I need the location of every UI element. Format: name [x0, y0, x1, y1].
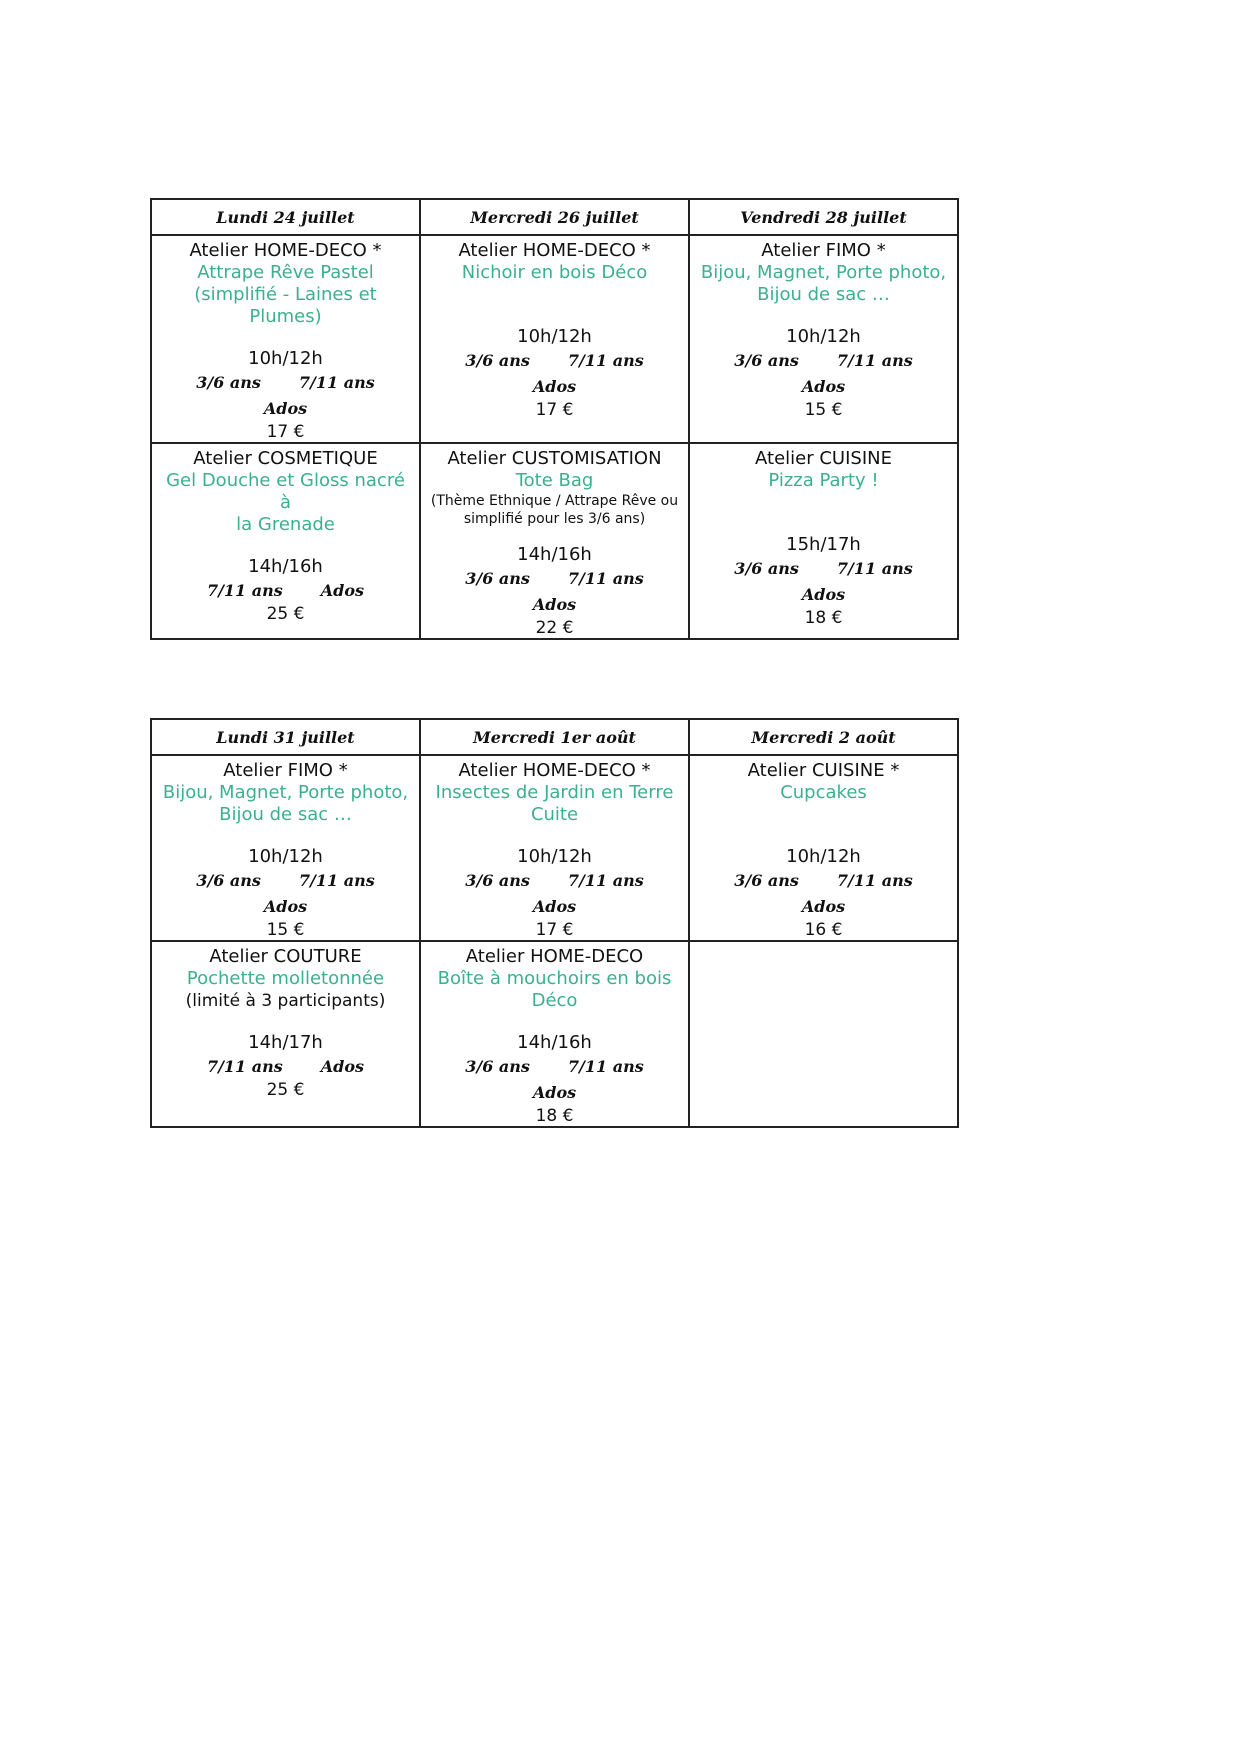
- age-group: 3/6 ans: [734, 559, 799, 578]
- age-group: 7/11 ans: [836, 559, 913, 578]
- age-group: 3/6 ans: [465, 871, 530, 890]
- workshop-description: Bijou de sac …: [757, 284, 890, 305]
- day-header-row: [151, 719, 958, 755]
- workshop-time: 10h/12h: [786, 846, 861, 867]
- day-header: Lundi 31 juillet: [151, 719, 420, 755]
- age-group: 7/11 ans: [836, 351, 913, 370]
- workshop-description: Bijou de sac …: [219, 804, 352, 825]
- workshop-description: (simplifié - Laines et Plumes): [194, 284, 377, 327]
- age-group: Ados: [532, 897, 577, 916]
- schedule-table-week-1: [150, 198, 959, 640]
- age-groups: [427, 1054, 682, 1080]
- workshop-time: 10h/12h: [248, 348, 323, 369]
- workshop-time: 10h/12h: [786, 326, 861, 347]
- workshop-description: la Grenade: [236, 514, 335, 535]
- age-group: 3/6 ans: [196, 373, 261, 392]
- workshop-description: Bijou, Magnet, Porte photo,: [162, 782, 409, 803]
- age-group: 7/11 ans: [567, 351, 644, 370]
- workshop-price: 17 €: [535, 400, 574, 420]
- workshop-title: Atelier CUISINE *: [747, 760, 900, 781]
- workshop-time: 10h/12h: [248, 846, 323, 867]
- workshop-price: 15 €: [804, 400, 843, 420]
- age-group: 3/6 ans: [196, 871, 261, 890]
- age-groups: [427, 566, 682, 592]
- age-group: Ados: [801, 377, 846, 396]
- age-group: 3/6 ans: [734, 351, 799, 370]
- age-group: Ados: [801, 897, 846, 916]
- workshop-price: 16 €: [804, 920, 843, 940]
- age-group: Ados: [532, 377, 577, 396]
- afternoon-row: [151, 941, 958, 1127]
- age-group: Ados: [263, 399, 308, 418]
- age-group: 7/11 ans: [298, 871, 375, 890]
- workshop-cell: [151, 941, 420, 1127]
- workshop-description: Pizza Party !: [768, 470, 879, 491]
- day-header: Mercredi 2 août: [689, 719, 958, 755]
- morning-row: [151, 755, 958, 941]
- age-groups: [158, 868, 413, 894]
- day-header-row: [151, 199, 958, 235]
- age-group: Ados: [263, 897, 308, 916]
- age-group: 7/11 ans: [567, 1057, 644, 1076]
- workshop-title: Atelier HOME-DECO *: [458, 240, 651, 261]
- workshop-time: 10h/12h: [517, 326, 592, 347]
- age-group: 7/11 ans: [836, 871, 913, 890]
- workshop-time: 14h/16h: [517, 544, 592, 565]
- workshop-time: 14h/16h: [248, 556, 323, 577]
- workshop-description: Déco: [531, 990, 578, 1011]
- workshop-description: Attrape Rêve Pastel: [197, 262, 374, 283]
- workshop-title: Atelier FIMO *: [223, 760, 348, 781]
- age-group: 3/6 ans: [465, 351, 530, 370]
- age-group: Ados: [320, 581, 365, 600]
- workshop-cell: [420, 755, 689, 941]
- workshop-price: 15 €: [266, 920, 305, 940]
- workshop-title: Atelier CUSTOMISATION: [447, 448, 662, 469]
- workshop-time: 14h/17h: [248, 1032, 323, 1053]
- age-groups: [427, 348, 682, 374]
- day-header: Lundi 24 juillet: [151, 199, 420, 235]
- workshop-description: Cuite: [530, 804, 579, 825]
- afternoon-row: [151, 443, 958, 639]
- workshop-cell: [420, 941, 689, 1127]
- workshop-description: Bijou, Magnet, Porte photo,: [700, 262, 947, 283]
- workshop-time: 14h/16h: [517, 1032, 592, 1053]
- workshop-description: Insectes de Jardin en Terre: [435, 782, 674, 803]
- workshop-price: 25 €: [266, 1080, 305, 1100]
- workshop-price: 25 €: [266, 604, 305, 624]
- workshop-time: 10h/12h: [517, 846, 592, 867]
- day-header: Mercredi 1er août: [420, 719, 689, 755]
- day-header: Mercredi 26 juillet: [420, 199, 689, 235]
- age-groups: [427, 868, 682, 894]
- workshop-time: 15h/17h: [786, 534, 861, 555]
- empty-cell: [689, 941, 958, 1127]
- workshop-title: Atelier COSMETIQUE: [193, 448, 378, 469]
- workshop-note: (limité à 3 participants): [185, 991, 386, 1011]
- age-group: Ados: [320, 1057, 365, 1076]
- workshop-price: 18 €: [535, 1106, 574, 1126]
- workshop-cell: [689, 235, 958, 443]
- age-groups: [696, 556, 951, 582]
- age-groups: [696, 348, 951, 374]
- age-group: 7/11 ans: [206, 581, 283, 600]
- workshop-title: Atelier COUTURE: [209, 946, 362, 967]
- age-group: Ados: [801, 585, 846, 604]
- workshop-cell: [689, 443, 958, 639]
- workshop-title: Atelier CUISINE: [755, 448, 892, 469]
- age-group: 3/6 ans: [734, 871, 799, 890]
- age-groups: [158, 370, 413, 396]
- age-group: 7/11 ans: [298, 373, 375, 392]
- age-group: 7/11 ans: [567, 871, 644, 890]
- workshop-title: Atelier FIMO *: [761, 240, 886, 261]
- workshop-cell: [420, 235, 689, 443]
- workshop-description: Pochette molletonnée: [186, 968, 385, 989]
- workshop-note: simplifié pour les 3/6 ans): [463, 511, 646, 527]
- age-group: 7/11 ans: [206, 1057, 283, 1076]
- age-groups: [696, 868, 951, 894]
- workshop-title: Atelier HOME-DECO *: [189, 240, 382, 261]
- workshop-description: Nichoir en bois Déco: [461, 262, 648, 283]
- workshop-price: 22 €: [535, 618, 574, 638]
- age-group: 3/6 ans: [465, 1057, 530, 1076]
- workshop-cell: [151, 755, 420, 941]
- workshop-cell: [689, 755, 958, 941]
- age-group: 3/6 ans: [465, 569, 530, 588]
- age-group: Ados: [532, 595, 577, 614]
- workshop-note: (Thème Ethnique / Attrape Rêve ou: [430, 493, 679, 509]
- workshop-title: Atelier HOME-DECO: [465, 946, 644, 967]
- workshop-title: Atelier HOME-DECO *: [458, 760, 651, 781]
- age-group: Ados: [532, 1083, 577, 1102]
- workshop-description: Boîte à mouchoirs en bois: [437, 968, 672, 989]
- workshop-description: Cupcakes: [780, 782, 867, 803]
- schedule-table-week-2: [150, 718, 959, 1128]
- workshop-cell: [151, 443, 420, 639]
- morning-row: [151, 235, 958, 443]
- workshop-price: 17 €: [535, 920, 574, 940]
- workshop-price: 18 €: [804, 608, 843, 628]
- workshop-description: Gel Douche et Gloss nacré à: [166, 470, 405, 513]
- age-groups: [158, 1054, 413, 1080]
- age-group: 7/11 ans: [567, 569, 644, 588]
- workshop-price: 17 €: [266, 422, 305, 442]
- workshop-cell: [151, 235, 420, 443]
- workshop-description: Tote Bag: [515, 470, 594, 491]
- age-groups: [158, 578, 413, 604]
- workshop-cell: [420, 443, 689, 639]
- day-header: Vendredi 28 juillet: [689, 199, 958, 235]
